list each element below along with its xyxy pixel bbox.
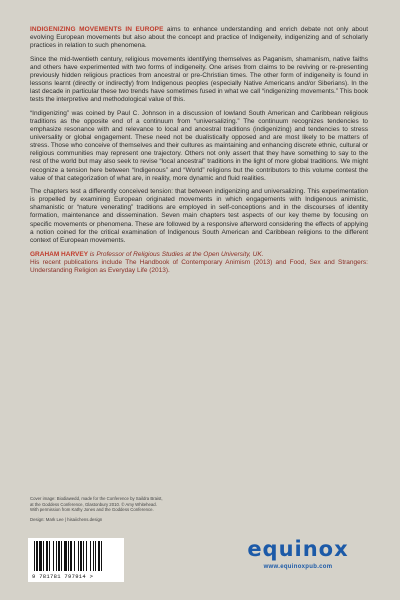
- design-credit: Design: Mark Lee | hisaiichens.design: [30, 516, 103, 522]
- isbn-number: 9 781781 797914 >: [32, 573, 94, 580]
- paragraph-2: “Indigenizing” was coined by Paul C. Johnson in a discussion of lowland South American and Caribbean religious traditions as the opposite end of a continuum from “universalizing.” The continuum recognizes tendencies to emphasize resonance with and relevance to local and ancestral traditions (indigenizing) and tendencies to stress universality or global engagement. These need not be dualistically opposed and are most likely to be matters of stress. Those who conceive of themselves and their cultures as maintaining and enhancing discrete ethnic, cultural or religious communities may represent one trajectory. Others not only assert that they have something to say to the rest of the world but may also seek to revise “local ancestral” traditions in the light of more global traditions. We might recognize a tension here between “Indigenous” and “World” religions but the contributors to this volume contest the value of that categorization of what are, in reality, more dynamic and fluid realities.: [30, 109, 368, 182]
- cover-credits: [30, 496, 190, 522]
- publisher-url: www.equinoxpub.com: [263, 564, 333, 570]
- intro-text: aims to enhance understanding and enrich debate not only about evolving European movements but also about the concept and practice of Indigeneity, indigenizing and of scholarly practices in relation to such phenomena.: [30, 26, 368, 50]
- author-name: GRAHAM HARVEY: [30, 250, 89, 258]
- book-title-inline: INDIGENIZING MOVEMENTS IN EUROPE: [30, 26, 164, 33]
- barcode-bars-icon: [32, 541, 120, 573]
- author-bio: [30, 251, 368, 275]
- paragraph-1: Since the mid-twentieth century, religious movements identifying themselves as Paganism, shamanism, native faiths and others have experimented with two forms of indigeneity. One arises from claims to be reviving or re-presenting previously hidden religious practices from ancestral or pre-Christian times. The other form of indigeneity is found in lessons learnt (directly or indirectly) from Indigenous peoples (especially Native Americans and/or Siberians). In the last decade in particular these two trends have sometimes fused in what we call “indigenizing movements.” This book tests the interpretive and methodological value of this.: [30, 55, 368, 104]
- publisher-logo: [228, 537, 368, 577]
- paragraph-3: The chapters test a differently conceived tension: that between indigenizing and universalizing. This experimentation is propelled by examining European originated movements in which engagements with Indigenous animistic, shamanistic or “nature venerating” traditions are employed in self-conceptions and in the discourses of identity formation, maintenance and dissemination. Seven main chapters test aspects of our key theme by focusing on specific movements or phenomena. These are followed by a responsive afterword considering the effects of applying a notion coined for the critical examination of Indigenous South American and Caribbean religions to the different context of European movements.: [30, 188, 368, 244]
- cover-credit-line: With permission from Kathy Jones and the Goddess Conference.: [30, 507, 154, 513]
- publisher-logo-text: equinox: [247, 537, 349, 561]
- blurb: [30, 26, 368, 275]
- isbn-barcode: [28, 538, 124, 582]
- author-publications: His recent publications include The Handbook of Contemporary Animism (2013) and Food, Sex and Strangers: Understanding Religion as Everyday Life (2013).: [30, 258, 368, 275]
- intro-paragraph: [30, 26, 368, 50]
- author-role: is Professor of Religious Studies at the Open University, UK.: [88, 250, 264, 258]
- cover-credit-line: at the Goddess Conference, Glastonbury 2010. © Amy Whitehead.: [30, 501, 157, 507]
- cover-credit-line: Cover image: Biodiawedd, made for the Conference by Saildra Braist,: [30, 496, 163, 501]
